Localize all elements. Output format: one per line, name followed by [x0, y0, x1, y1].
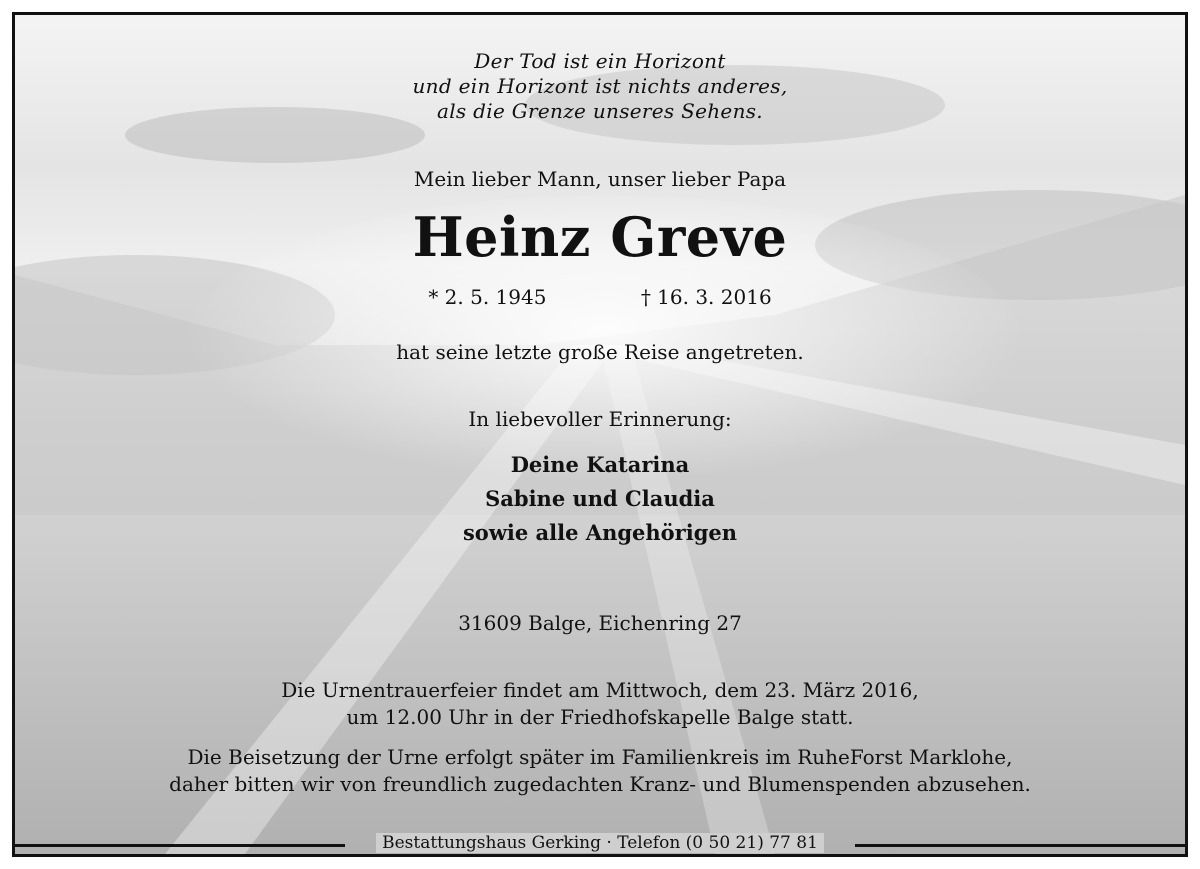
- remembrance-text: In liebevoller Erinnerung:: [468, 407, 732, 431]
- birth-date: * 2. 5. 1945: [428, 285, 547, 309]
- quote-line-1: Der Tod ist ein Horizont: [474, 49, 726, 73]
- life-dates: [15, 285, 1185, 309]
- burial-line-1: Die Beisetzung der Urne erfolgt später im Familienkreis im RuheForst Marklohe,: [187, 745, 1013, 769]
- quote-line-2: und ein Horizont ist nichts anderes,: [412, 74, 788, 98]
- intro-text: Mein lieber Mann, unser lieber Papa: [413, 167, 787, 191]
- obituary-frame: [12, 12, 1188, 857]
- signer-line-2: Sabine und Claudia: [485, 486, 715, 511]
- death-date: † 16. 3. 2016: [640, 285, 772, 309]
- signer-line-1: Deine Katarina: [510, 452, 690, 477]
- burial-line-2: daher bitten wir von freundlich zugedachten Kranz- und Blumenspenden abzusehen.: [169, 772, 1031, 796]
- signer-line-3: sowie alle Angehörigen: [462, 520, 738, 545]
- address-text: 31609 Balge, Eichenring 27: [458, 611, 742, 635]
- quote-line-3: als die Grenze unseres Sehens.: [437, 99, 763, 123]
- funeral-home-footer: [15, 833, 1185, 853]
- funeral-home-contact: Bestattungshaus Gerking · Telefon (0 50 21) 77 81: [376, 833, 824, 853]
- ceremony-line-2: um 12.00 Uhr in der Friedhofskapelle Balge statt.: [346, 705, 854, 729]
- ceremony-line-1: Die Urnentrauerfeier findet am Mittwoch, dem 23. März 2016,: [281, 678, 919, 702]
- deceased-name: Heinz Greve: [412, 205, 788, 269]
- journey-text: hat seine letzte große Reise angetreten.: [396, 340, 804, 364]
